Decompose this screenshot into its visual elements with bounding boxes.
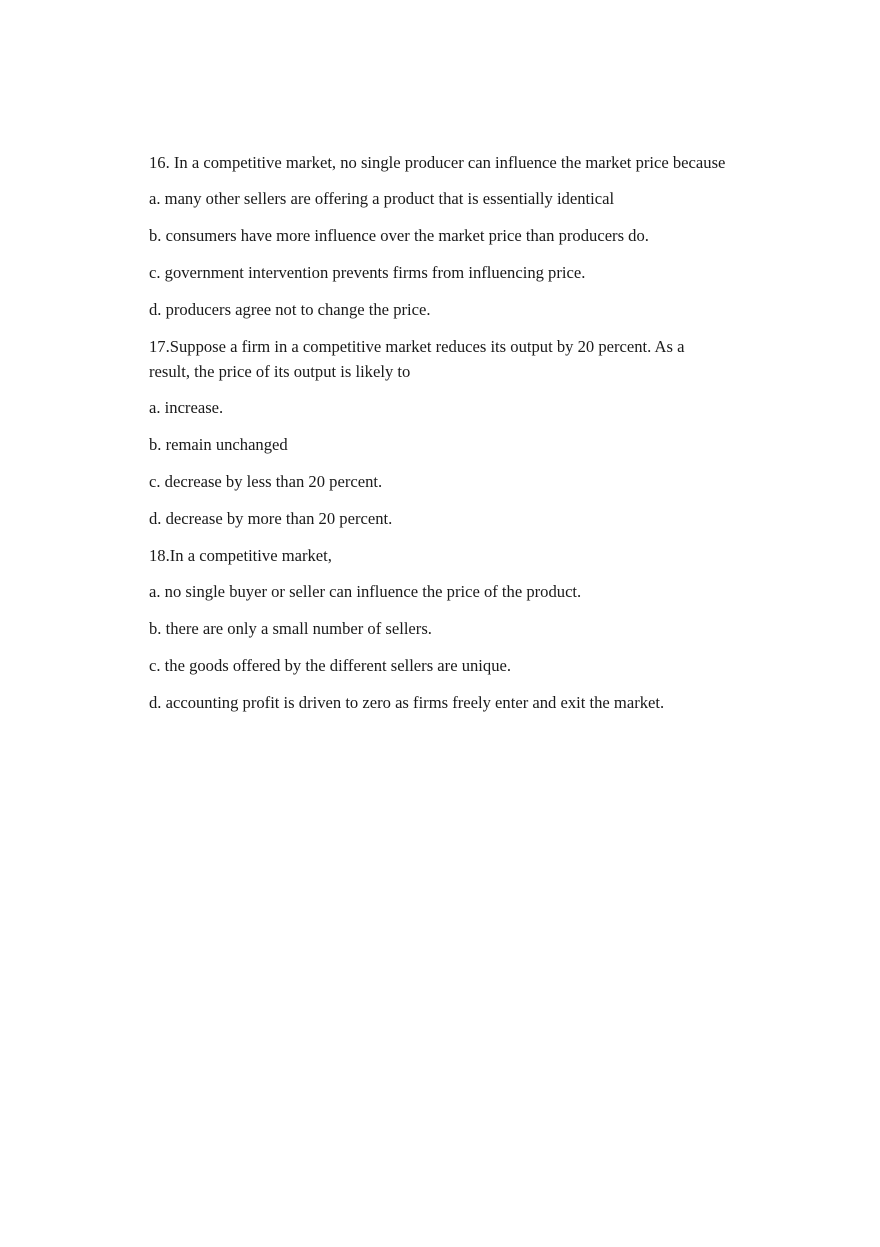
answer-option-b: b. consumers have more influence over the market price than producers do. xyxy=(149,226,649,245)
question-stem: 18.In a competitive market, xyxy=(149,546,332,565)
question-stem: 16. In a competitive market, no single producer can influence the market price because xyxy=(149,153,726,172)
question-16 xyxy=(149,150,729,322)
answer-option-a: a. many other sellers are offering a product that is essentially identical xyxy=(149,189,615,208)
answer-option-d: d. decrease by more than 20 percent. xyxy=(149,509,393,528)
answer-option-c: c. government intervention prevents firms from influencing price. xyxy=(149,263,586,282)
answer-option-d: d. accounting profit is driven to zero as firms freely enter and exit the market. xyxy=(149,693,665,712)
answer-option-b: b. there are only a small number of sellers. xyxy=(149,619,432,638)
answer-option-a: a. no single buyer or seller can influence the price of the product. xyxy=(149,582,582,601)
question-18 xyxy=(149,543,729,715)
question-17 xyxy=(149,334,729,531)
answer-option-d: d. producers agree not to change the price. xyxy=(149,300,431,319)
question-stem: 17.Suppose a firm in a competitive market reduces its output by 20 percent. As a result, the price of its output is likely to xyxy=(149,337,685,381)
answer-option-a: a. increase. xyxy=(149,398,224,417)
document-page xyxy=(149,150,729,727)
answer-option-b: b. remain unchanged xyxy=(149,435,288,454)
answer-option-c: c. decrease by less than 20 percent. xyxy=(149,472,383,491)
answer-option-c: c. the goods offered by the different sellers are unique. xyxy=(149,656,512,675)
